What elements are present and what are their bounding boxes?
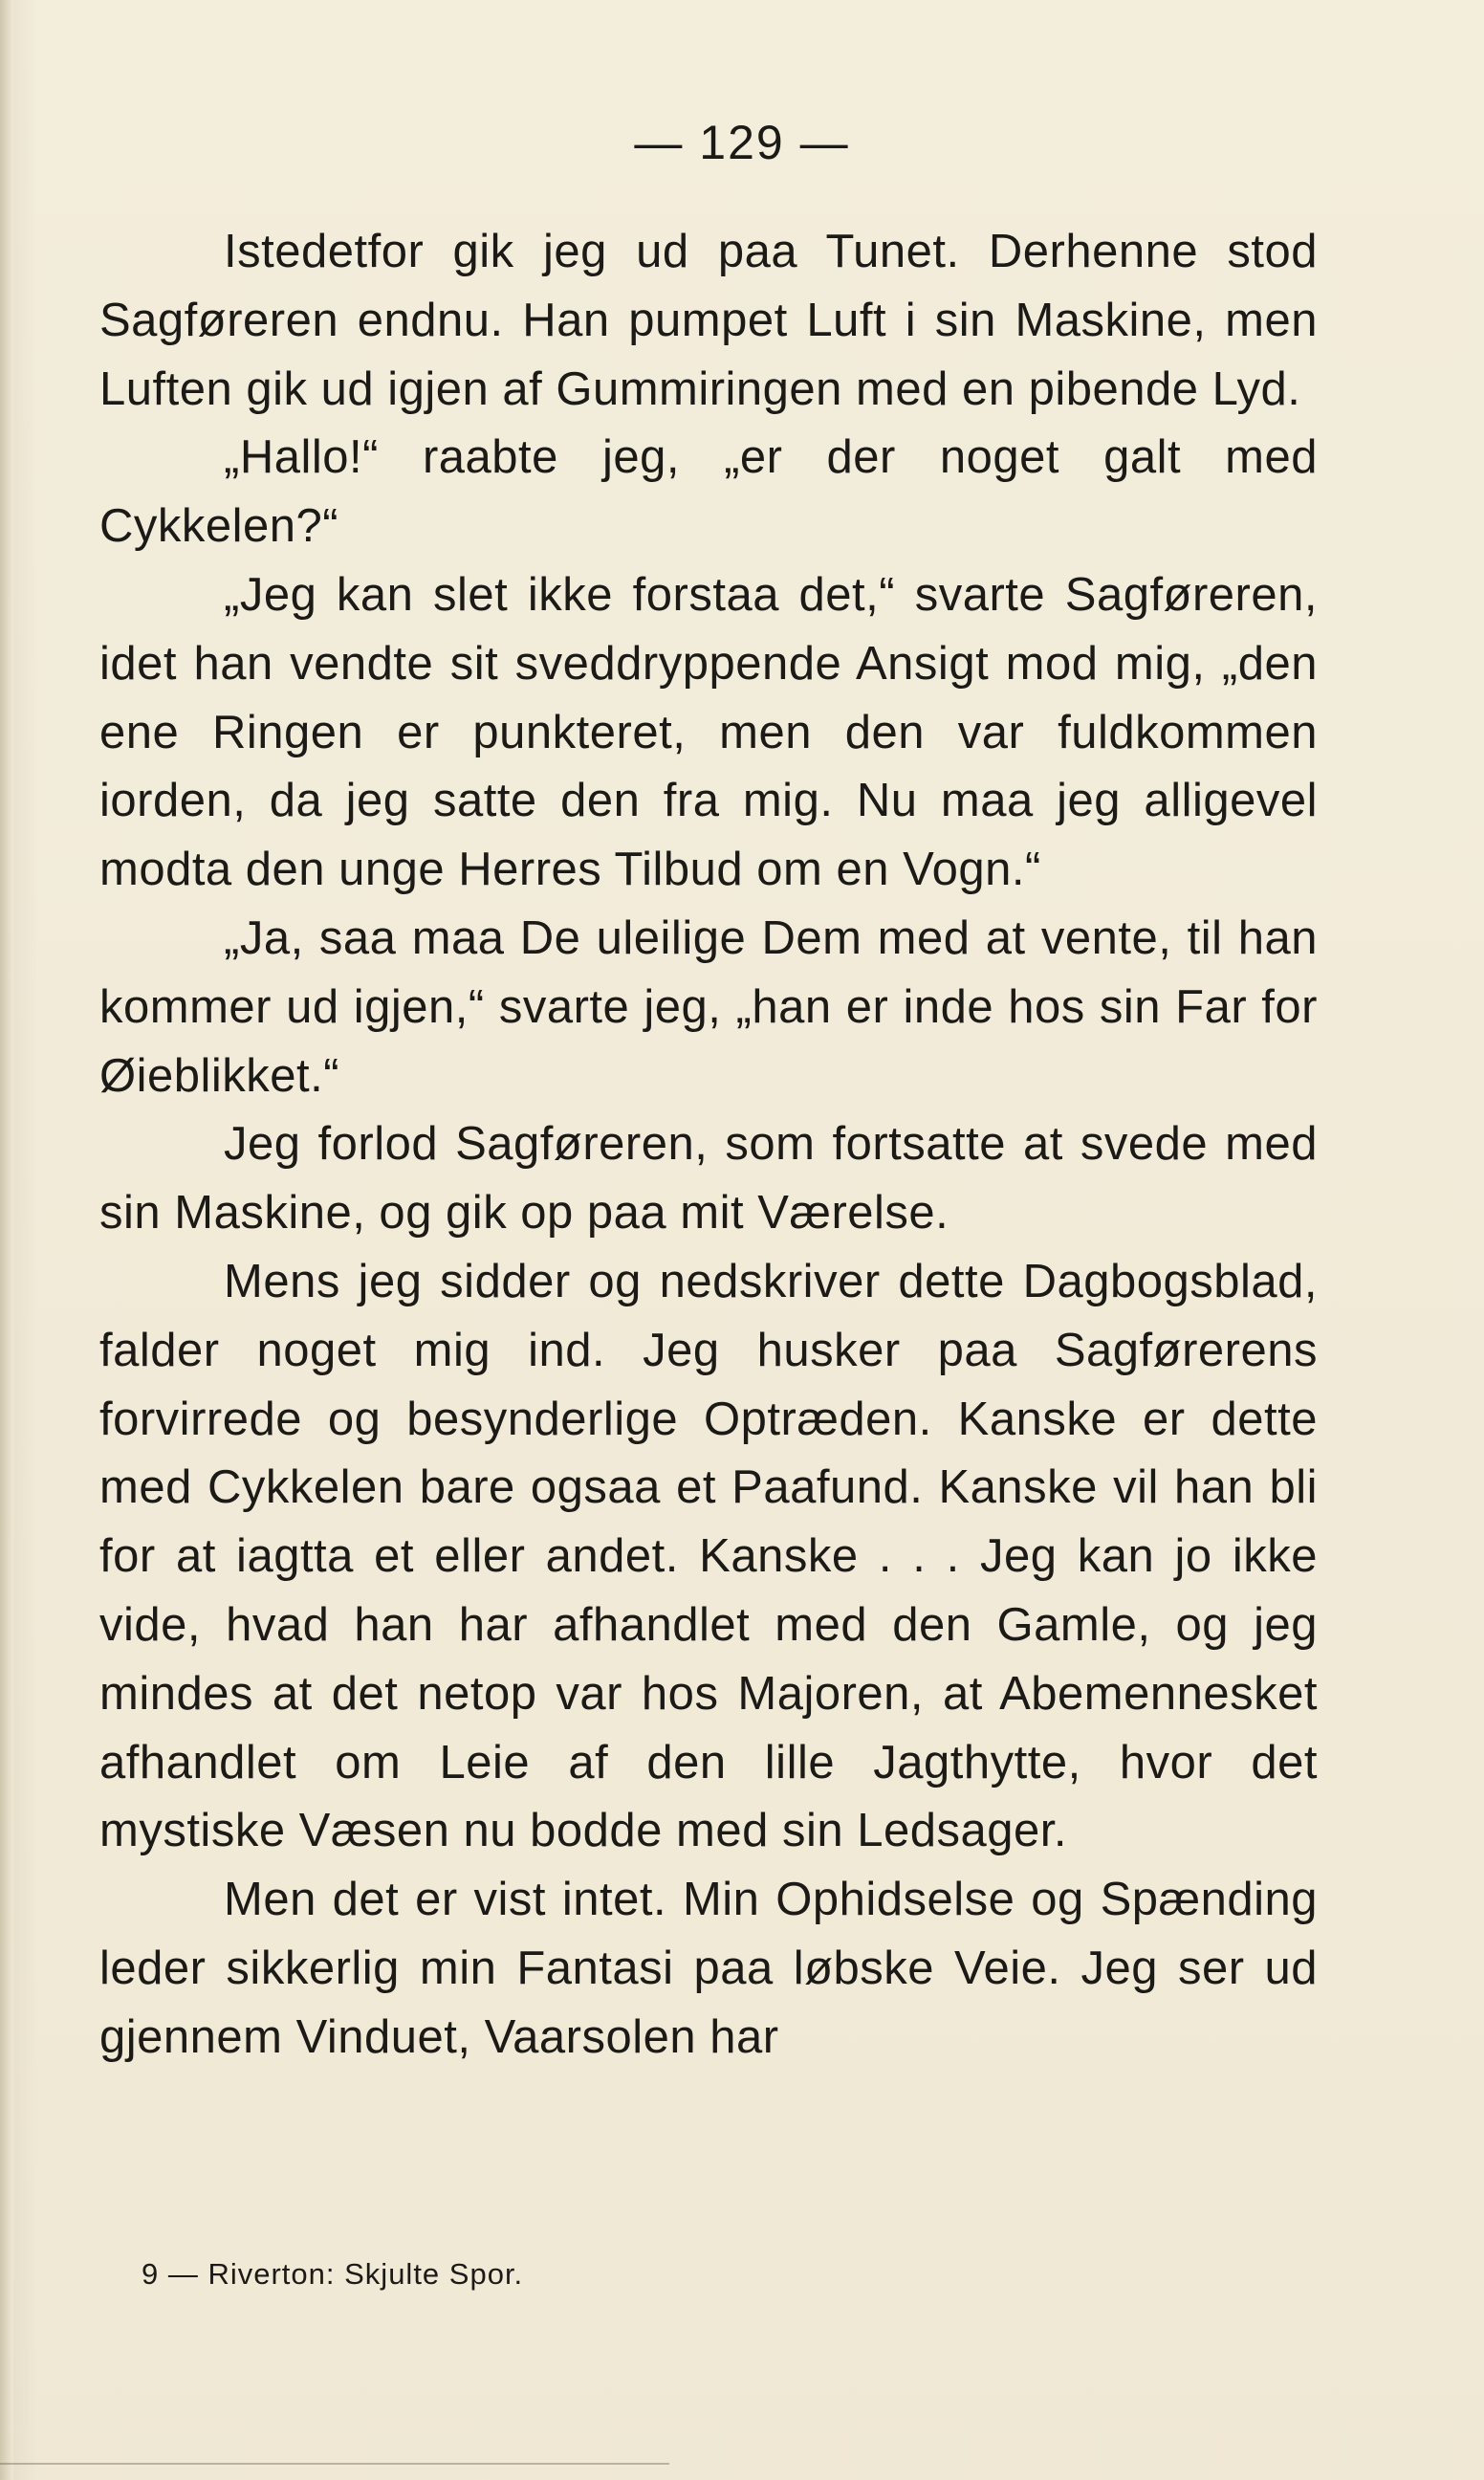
signature-footer: 9 — Riverton: Skjulte Spor. bbox=[142, 2257, 524, 2291]
body-text bbox=[99, 218, 1318, 2073]
paragraph: Mens jeg sidder og nedskriver dette Dagbogsblad, falder noget mig ind. Jeg husker paa Sagførerens forvirrede og besynderlige Optræden. Kanske er dette med Cykkelen bare ogsaa et Paafund. Kanske vil han bli for at iagtta et eller andet. Kanske . . . Jeg kan jo ikke vide, hvad han har afhandlet med den Gamle, og jeg mindes at det netop var hos Majoren, at Abemennesket afhandlet om Leie af den lille Jagthytte, hvor det mystiske Væsen nu bodde med sin Ledsager. bbox=[99, 1255, 1318, 1857]
page-binding-edge bbox=[0, 0, 13, 2480]
paragraph: „Ja, saa maa De uleilige Dem med at vente, til han kommer ud igjen,“ svarte jeg, „han er inde hos sin Far for Øieblikket.“ bbox=[99, 911, 1318, 1102]
paragraph: Jeg forlod Sagføreren, som fortsatte at svede med sin Maskine, og gik op paa mit Værelse. bbox=[99, 1118, 1318, 1240]
page-bottom-edge bbox=[0, 2463, 669, 2465]
paragraph: Men det er vist intet. Min Ophidselse og Spænding leder sikkerlig min Fantasi paa løbske Veie. Jeg ser ud gjennem Vinduet, Vaarsolen har bbox=[99, 1874, 1318, 2063]
paragraph: Istedetfor gik jeg ud paa Tunet. Derhenne stod Sagføreren endnu. Han pumpet Luft i sin Maskine, men Luften gik ud igjen af Gummiringen med en pibende Lyd. bbox=[99, 226, 1318, 415]
paragraph: „Hallo!“ raabte jeg, „er der noget galt med Cykkelen?“ bbox=[99, 431, 1318, 553]
paragraph: „Jeg kan slet ikke forstaa det,“ svarte Sagføreren, idet han vendte sit sveddryppende Ansigt mod mig, „den ene Ringen er punkteret, men den var fuldkommen iorden, da jeg satte den fra mig. Nu maa jeg alligevel modta den unge Herres Tilbud om en Vogn.“ bbox=[99, 568, 1318, 896]
page-number: — 129 — bbox=[634, 116, 850, 169]
